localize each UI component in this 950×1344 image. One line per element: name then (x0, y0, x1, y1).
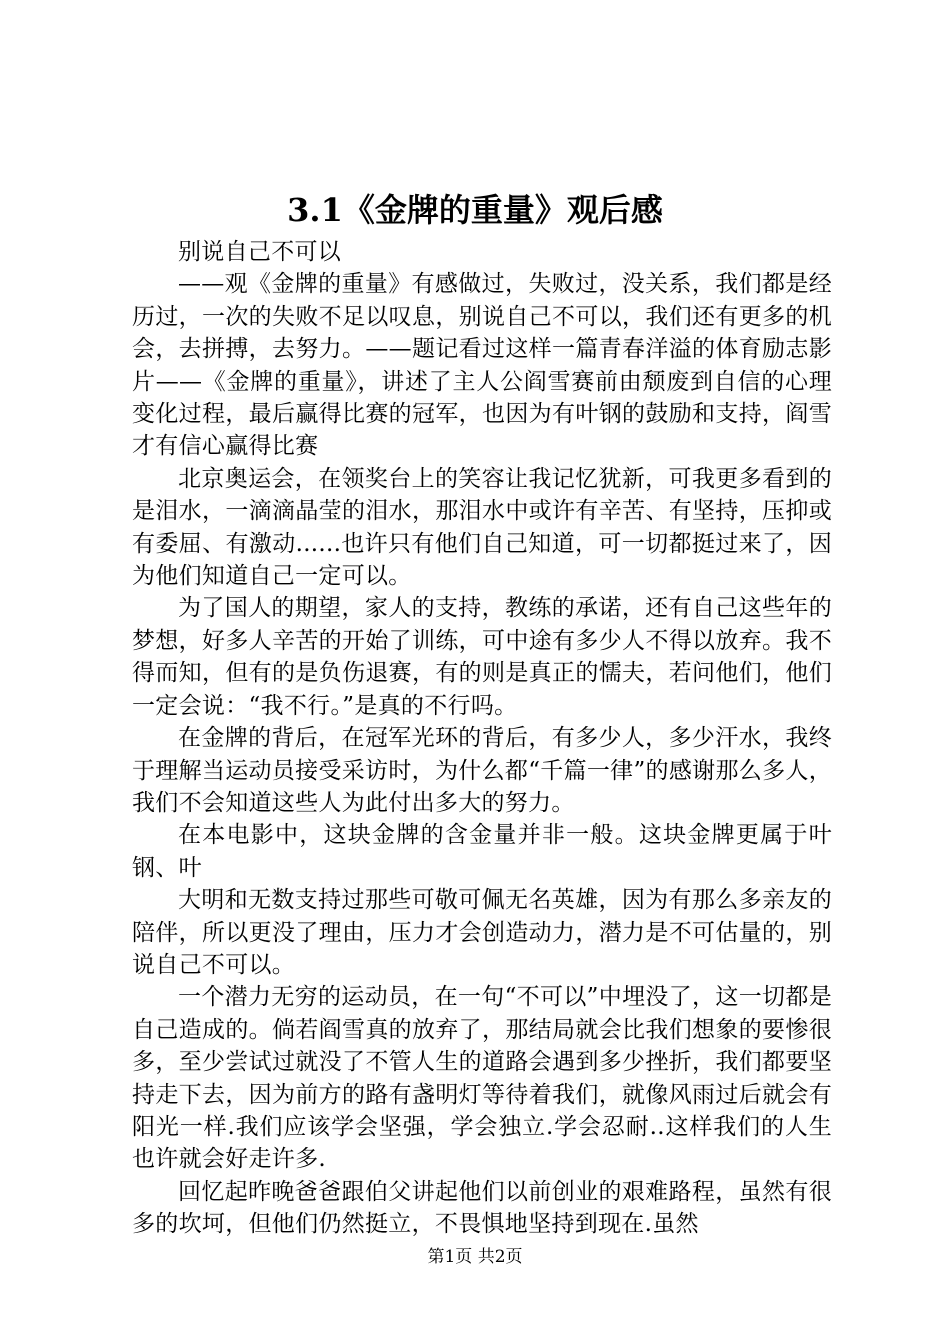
paragraph: 北京奥运会，在领奖台上的笑容让我记忆犹新，可我更多看到的是泪水，一滴滴晶莹的泪水，那泪水中或许有辛苦、有坚持，压抑或有委屈、有激动......也许只有他们自己知道，可一切都挺过来了，因为他们知道自己一定可以。 (132, 465, 832, 590)
paragraph: ——观《金牌的重量》有感做过，失败过，没关系，我们都是经历过，一次的失败不足以叹息，别说自己不可以，我们还有更多的机会，去拼搏，去努力。——题记看过这样一篇青春洋溢的体育励志影片——《金牌的重量》，讲述了主人公阎雪赛前由颓废到自信的心理变化过程，最后赢得比赛的冠军，也因为有叶钢的鼓励和支持，阎雪才有信心赢得比赛 (132, 271, 832, 460)
page-footer: 第1页 共2页 (427, 1247, 523, 1267)
paragraph: 大明和无数支持过那些可敬可佩无名英雄，因为有那么多亲友的陪伴，所以更没了理由，压力才会创造动力，潜力是不可估量的，别说自己不可以。 (132, 887, 832, 978)
paragraph: 为了国人的期望，家人的支持，教练的承诺，还有自己这些年的梦想，好多人辛苦的开始了训练，可中途有多少人不得以放弃。我不得而知，但有的是负伤退赛，有的则是真正的懦夫，若问他们，他们一定会说：“我不行。”是真的不行吗。 (132, 595, 832, 719)
paragraph: 在本电影中，这块金牌的含金量并非一般。这块金牌更属于叶钢、叶 (132, 822, 832, 881)
paragraph-subtitle: 别说自己不可以 (178, 239, 342, 265)
document-body (132, 236, 832, 1241)
paragraph: 回忆起昨晚爸爸跟伯父讲起他们以前创业的艰难路程，虽然有很多的坎坷，但他们仍然挺立，不畏惧地坚持到现在.虽然 (132, 1178, 832, 1238)
paragraph: 一个潜力无穷的运动员，在一句“不可以”中埋没了，这一切都是自己造成的。倘若阎雪真的放弃了，那结局就会比我们想象的要惨很多，至少尝试过就没了不管人生的道路会遇到多少挫折，我们都要坚持走下去，因为前方的路有盏明灯等待着我们，就像风雨过后就会有阳光一样.我们应该学会坚强，学会独立.学会忍耐..这样我们的人生也许就会好走许多. (132, 984, 832, 1173)
document-title: 3.1《金牌的重量》观后感 (287, 191, 663, 229)
paragraph: 在金牌的背后，在冠军光环的背后，有多少人，多少汗水，我终于理解当运动员接受采访时，为什么都“千篇一律”的感谢那么多人，我们不会知道这些人为此付出多大的努力。 (132, 725, 832, 816)
